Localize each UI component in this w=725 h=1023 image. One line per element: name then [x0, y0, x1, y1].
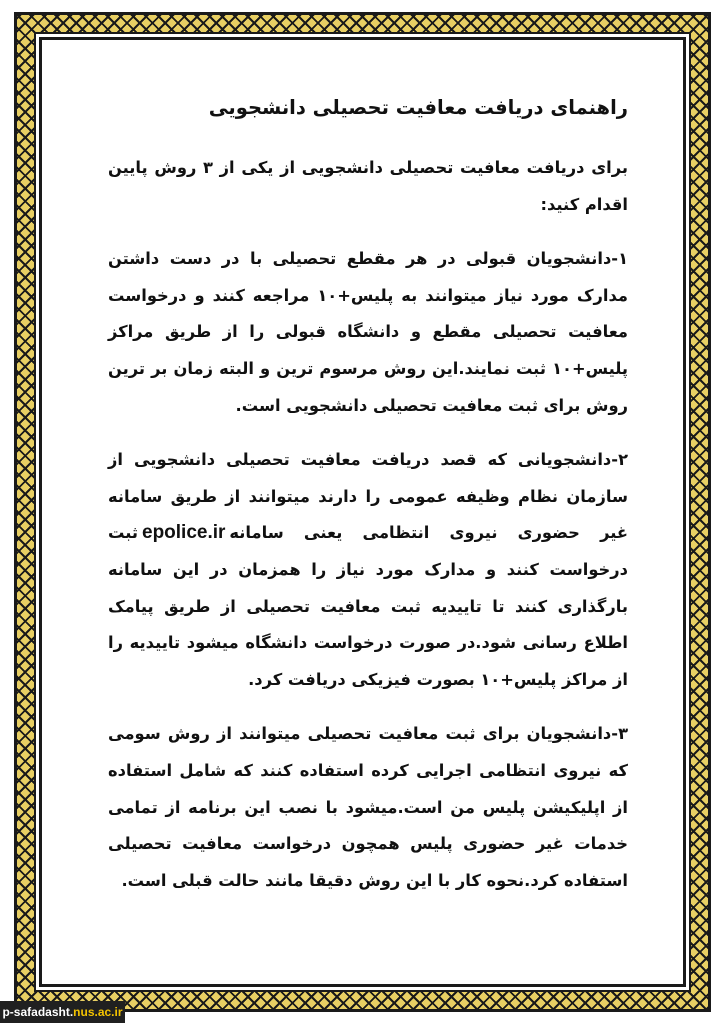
method-2-text-start: ۲-دانشجویانی که قصد دریافت معافیت تحصیلی دانشجویی از سازمان نظام وظیفه عمومی را دارند میتوانند از طریق سامانه غیر حضوری نیروی انتظامی یعنی سامانه: [108, 450, 628, 543]
method-2-paragraph: [108, 442, 628, 698]
watermark-domain: nus.ac.ir: [73, 1005, 123, 1019]
method-3-paragraph: ۳-دانشجویان برای ثبت معافیت تحصیلی میتوانند از روش سومی که نیروی انتظامی اجرایی کرده استفاده کنند که شامل استفاده از اپلیکیشن پلیس من است.میشود با نصب این برنامه از تمامی خدمات غیر حضوری پلیس همچون درخواست معافیت تحصیلی استفاده کرد.نحوه کار با این روش دقیقا مانند حالت قبلی است.: [108, 724, 628, 890]
watermark-prefix: p-safadasht.: [2, 1005, 74, 1019]
site-watermark: [0, 1001, 125, 1023]
intro-paragraph: برای دریافت معافیت تحصیلی دانشجویی از یکی از ۳ روش پایین اقدام کنید:: [108, 158, 628, 214]
epolice-link[interactable]: epolice.ir: [142, 522, 226, 544]
method-2-text-end: ثبت درخواست کنند و مدارک مورد نیاز را همزمان در این سامانه بارگذاری کنند تا تاییدیه ثبت معافیت تحصیلی از طریق پیامک اطلاع رسانی شود.در صورت درخواست دانشگاه میشود تاییدیه را از مراکز پلیس+۱۰ بصورت فیزیکی دریافت کرد.: [108, 523, 628, 689]
method-1-paragraph: ۱-دانشجویان قبولی در هر مقطع تحصیلی با در دست داشتن مدارک مورد نیاز میتوانند به پلیس+۱۰ مراجعه کنند و درخواست معافیت تحصیلی مقطع و دانشگاه قبولی را از طریق مراکز پلیس+۱۰ ثبت نمایند.این روش مرسوم ترین و البته زمان بر ترین روش برای ثبت معافیت تحصیلی دانشجویی است.: [108, 249, 628, 415]
document-body: [108, 88, 628, 917]
document-title: راهنمای دریافت معافیت تحصیلی دانشجویی: [208, 96, 628, 119]
